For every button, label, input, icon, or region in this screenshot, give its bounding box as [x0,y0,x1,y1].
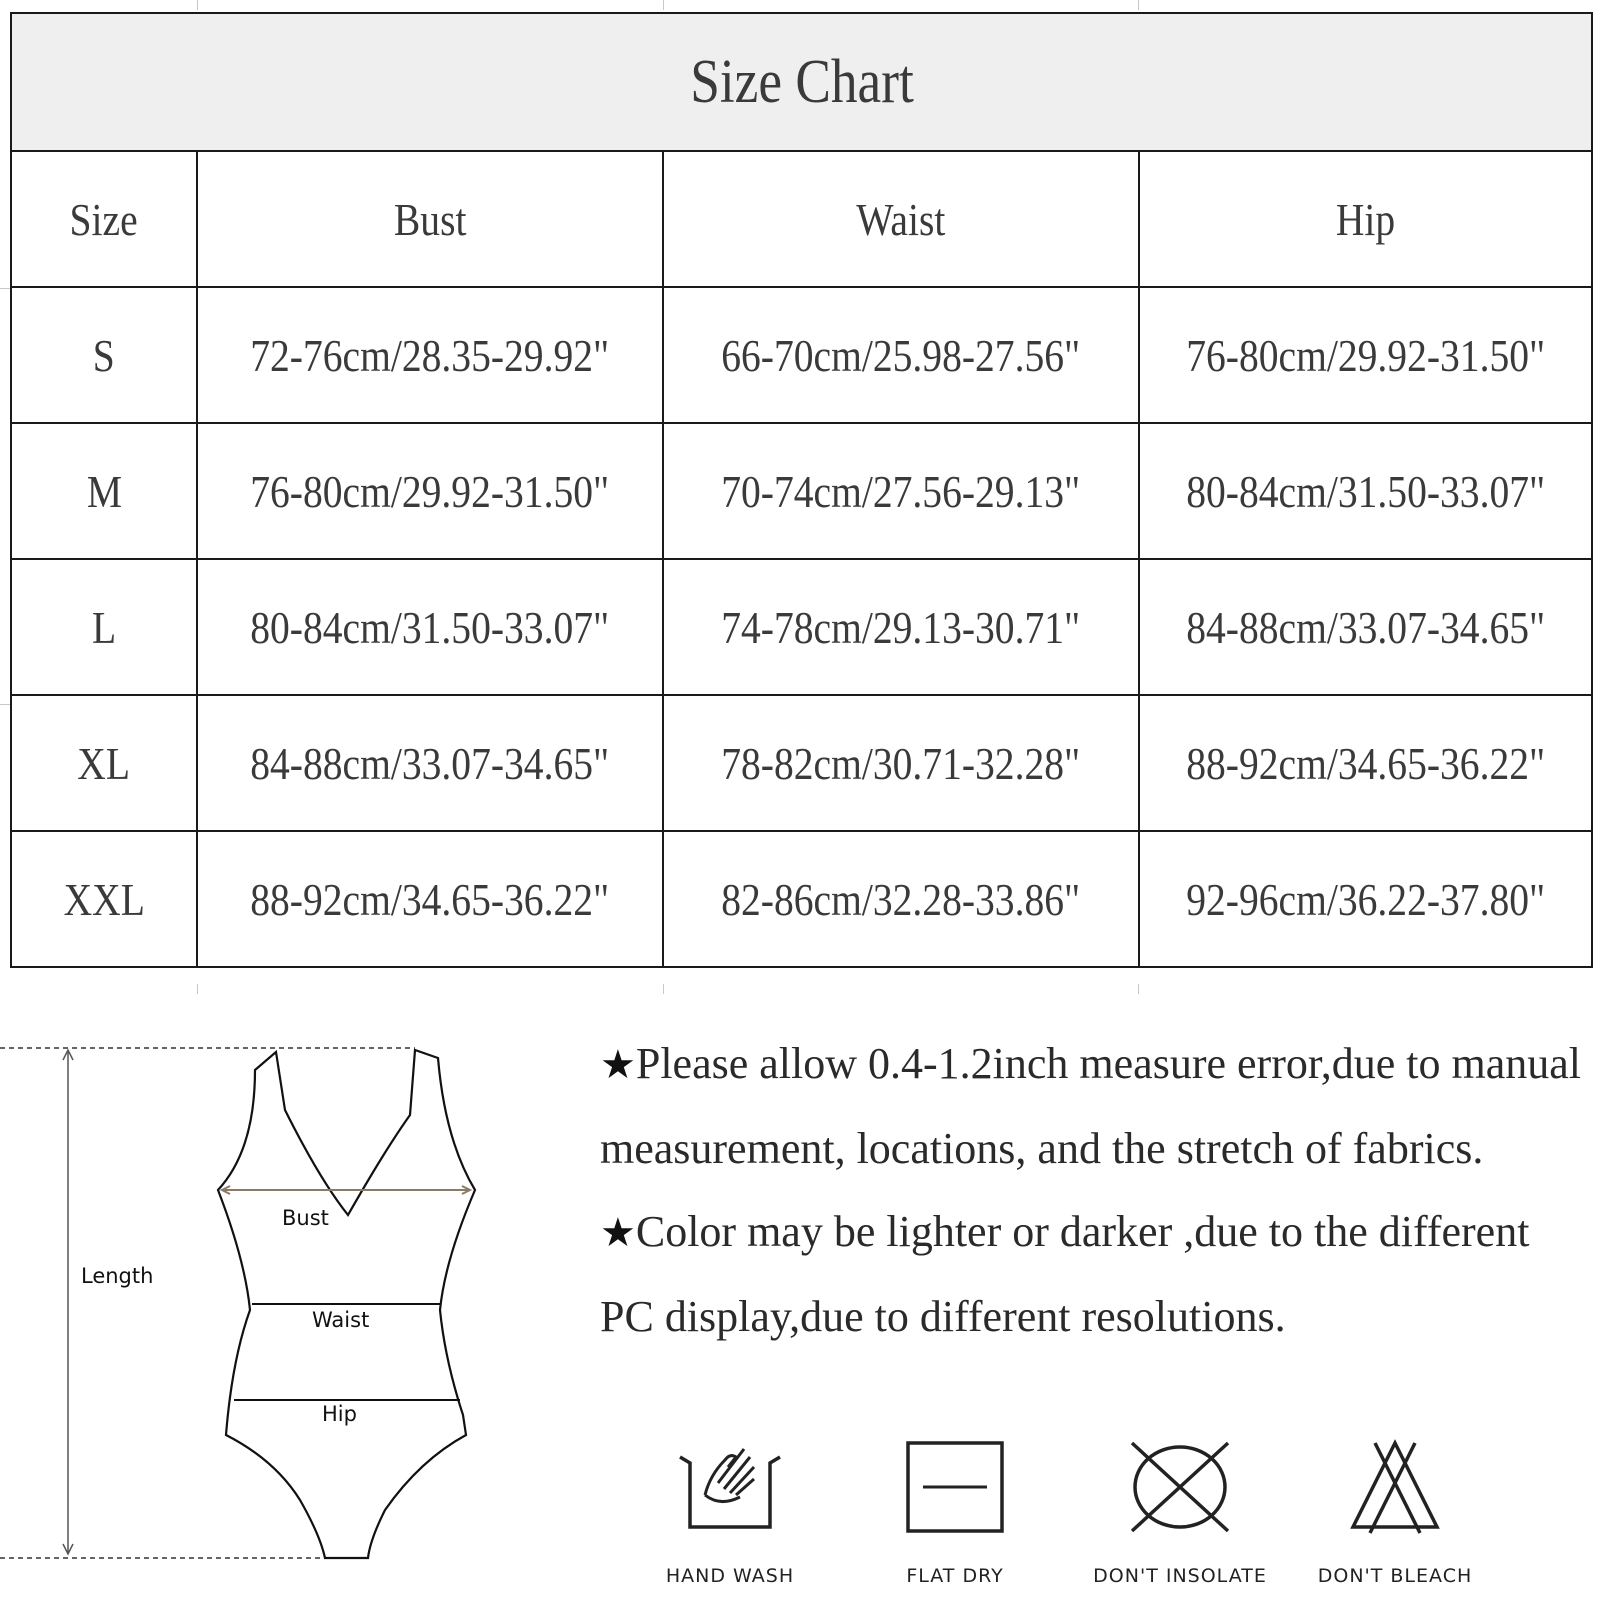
flat-dry-icon [895,1435,1015,1535]
table-row [11,423,1592,559]
size-cell: XXL [11,831,197,967]
hip-cell: 76-80cm/29.92-31.50" [1139,287,1592,423]
care-label: HAND WASH [665,1565,795,1587]
bust-cell: 76-80cm/29.92-31.50" [197,423,663,559]
notes-block [600,1022,1590,1358]
do-not-bleach-icon [1335,1435,1455,1535]
care-label: DON'T INSOLATE [1093,1565,1267,1587]
guide-tick [663,984,664,994]
bust-cell: 84-88cm/33.07-34.65" [197,695,663,831]
guide-tick [663,0,664,10]
care-label: FLAT DRY [906,1565,1004,1587]
diagram-label-hip: Hip [322,1402,357,1426]
star-icon: ★ [600,1042,636,1088]
guide-tick [197,984,198,994]
size-cell: S [11,287,197,423]
hand-wash-icon [670,1435,790,1535]
table-row [11,559,1592,695]
waist-cell: 74-78cm/29.13-30.71" [663,559,1139,695]
table-row [11,831,1592,967]
note-color-difference: ★Color may be lighter or darker ,due to the different PC display,due to different resolutions. [600,1207,1530,1341]
care-item-dont-bleach [1295,1435,1495,1585]
hip-cell: 88-92cm/34.65-36.22" [1139,695,1592,831]
star-icon: ★ [600,1210,636,1256]
guide-tick [1138,984,1139,994]
header-bust: Bust [197,151,663,287]
table-row [11,695,1592,831]
swimsuit-outline-icon [0,1030,560,1570]
size-cell: XL [11,695,197,831]
diagram-label-waist: Waist [312,1308,370,1332]
header-size: Size [11,151,197,287]
guide-tick [0,288,10,289]
guide-tick [0,704,10,705]
waist-cell: 70-74cm/27.56-29.13" [663,423,1139,559]
header-hip: Hip [1139,151,1592,287]
hip-cell: 84-88cm/33.07-34.65" [1139,559,1592,695]
swimsuit-measurement-diagram [0,1030,560,1570]
guide-tick [197,0,198,10]
care-label: DON'T BLEACH [1317,1565,1473,1587]
care-item-hand-wash [630,1435,830,1585]
size-cell: L [11,559,197,695]
table-title: Size Chart [11,13,1592,151]
waist-cell: 78-82cm/30.71-32.28" [663,695,1139,831]
bust-cell: 72-76cm/28.35-29.92" [197,287,663,423]
table-header-row [11,151,1592,287]
waist-cell: 82-86cm/32.28-33.86" [663,831,1139,967]
guide-tick [1138,0,1139,10]
table-row [11,287,1592,423]
header-waist: Waist [663,151,1139,287]
do-not-tumble-dry-icon [1120,1435,1240,1535]
diagram-label-length: Length [81,1264,154,1288]
hip-cell: 92-96cm/36.22-37.80" [1139,831,1592,967]
size-cell: M [11,423,197,559]
care-item-flat-dry [855,1435,1055,1585]
diagram-label-bust: Bust [282,1206,329,1230]
bust-cell: 80-84cm/31.50-33.07" [197,559,663,695]
size-chart-table [10,12,1593,968]
waist-cell: 66-70cm/25.98-27.56" [663,287,1139,423]
note-measure-error: ★Please allow 0.4-1.2inch measure error,due to manual measurement, locations, and the stretch of fabrics. [600,1039,1581,1173]
hip-cell: 80-84cm/31.50-33.07" [1139,423,1592,559]
care-item-dont-insolate [1080,1435,1280,1585]
bust-cell: 88-92cm/34.65-36.22" [197,831,663,967]
